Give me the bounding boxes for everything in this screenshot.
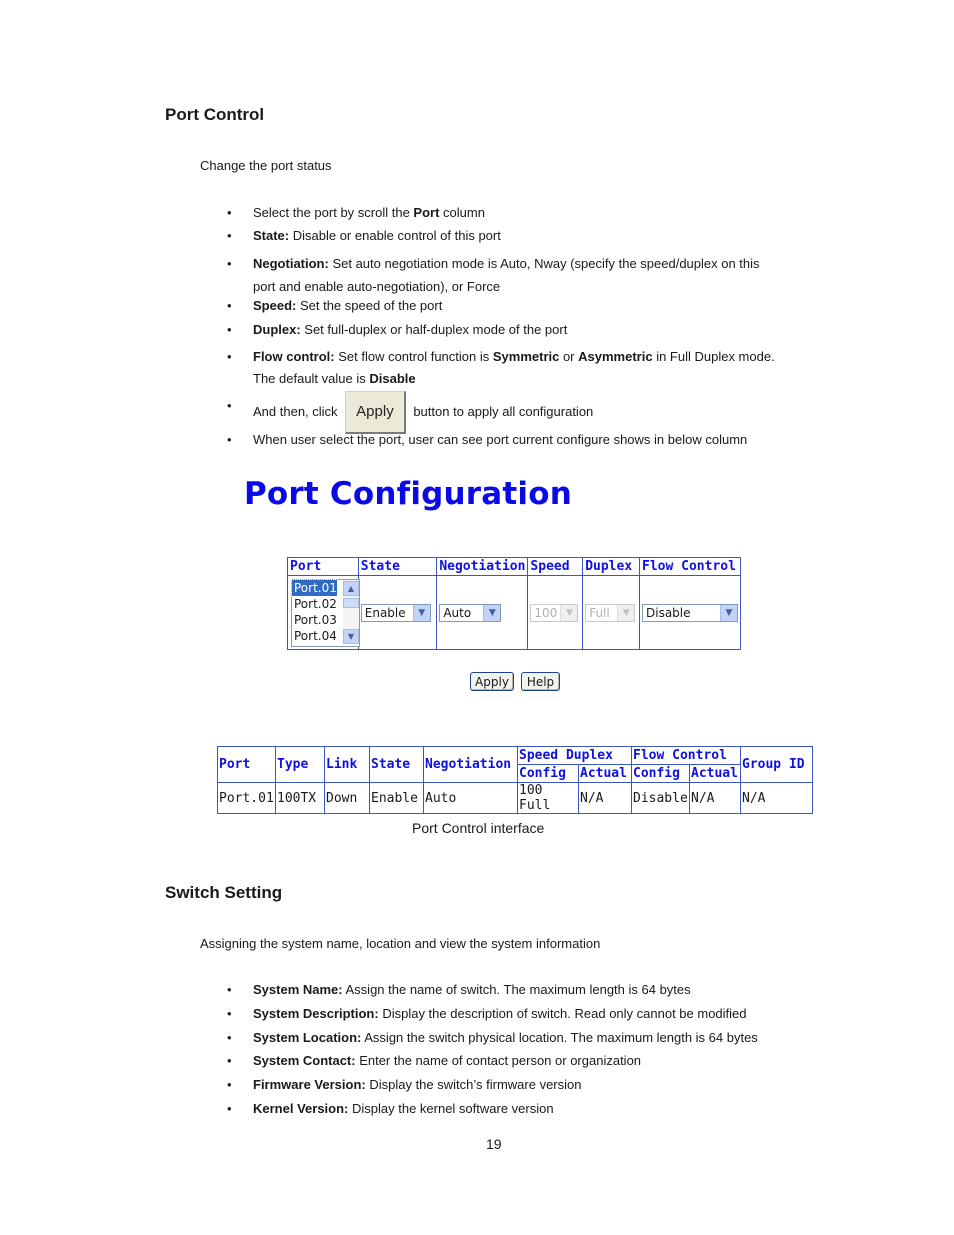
chevron-down-icon: ▼: [413, 605, 430, 621]
bullet-item: • Firmware Version: Display the switch’s firmware version: [227, 1077, 582, 1092]
header-flow-control: Flow Control: [632, 747, 741, 765]
list-item[interactable]: Port.02: [294, 597, 337, 611]
help-button[interactable]: Help: [521, 672, 560, 691]
chevron-down-icon: ▼: [483, 605, 500, 621]
scroll-thumb[interactable]: [343, 598, 359, 608]
header-port: Port: [218, 747, 276, 783]
chevron-down-icon: ▼: [617, 605, 634, 621]
state-cell: [358, 576, 437, 650]
scroll-up-icon[interactable]: ▲: [343, 581, 359, 596]
header-flow-config: Config: [632, 765, 690, 783]
header-type: Type: [276, 747, 325, 783]
list-item[interactable]: Port.03: [294, 613, 337, 627]
header-speed-duplex: Speed Duplex: [518, 747, 632, 765]
cell-type: 100TX: [276, 783, 325, 814]
chevron-down-icon: ▼: [560, 605, 577, 621]
section-intro: Change the port status: [200, 158, 332, 173]
port-status-table: [217, 746, 813, 814]
header-negotiation: Negotiation: [424, 747, 518, 783]
apply-button[interactable]: Apply: [470, 672, 514, 691]
state-select[interactable]: Enable ▼: [361, 604, 431, 622]
list-item[interactable]: Port.01: [294, 581, 337, 595]
negotiation-cell: [437, 576, 528, 650]
bullet-item: • Flow control: Set flow control function is Symmetric or Asymmetric in Full Duplex mode. The default value is Disable: [227, 349, 775, 386]
header-speed-actual: Actual: [579, 765, 632, 783]
cell-negotiation: Auto: [424, 783, 518, 814]
port-listbox[interactable]: [291, 579, 360, 647]
section-heading-switch-setting: Switch Setting: [165, 883, 283, 902]
negotiation-select[interactable]: Auto ▼: [439, 604, 501, 622]
header-negotiation: Negotiation: [437, 558, 528, 576]
section-intro: Assigning the system name, location and view the system information: [200, 936, 601, 951]
header-speed-config: Config: [518, 765, 579, 783]
table-row: [218, 783, 813, 814]
bullet-item: • System Name: Assign the name of switch. The maximum length is 64 bytes: [227, 982, 691, 997]
bullet-item: • System Description: Display the description of switch. Read only cannot be modified: [227, 1006, 747, 1021]
duplex-select[interactable]: Full ▼: [585, 604, 635, 622]
bullet-item: • Kernel Version: Display the kernel software version: [227, 1101, 554, 1116]
cell-port: Port.01: [218, 783, 276, 814]
section-heading-port-control: Port Control: [165, 105, 265, 124]
header-duplex: Duplex: [583, 558, 640, 576]
bullet-item: • Speed: Set the speed of the port: [227, 298, 443, 313]
list-item[interactable]: Port.04: [294, 629, 337, 643]
header-state: State: [358, 558, 437, 576]
bullet-item: • Select the port by scroll the Port column: [227, 205, 485, 220]
bullet-item: • System Location: Assign the switch physical location. The maximum length is 64 bytes: [227, 1030, 758, 1045]
bullet-item: • When user select the port, user can see port current configure shows in below column: [227, 432, 748, 447]
bullet-item: • State: Disable or enable control of this port: [227, 228, 501, 243]
bullet-item: • Negotiation: Set auto negotiation mode is Auto, Nway (specify the speed/duplex on this port and enable auto-negotiation), or Force: [227, 256, 760, 294]
bullet-item: • Duplex: Set full-duplex or half-duplex mode of the port: [227, 322, 568, 337]
figure-caption: Port Control interface: [412, 820, 545, 836]
page-number: 19: [486, 1136, 502, 1152]
duplex-cell: [583, 576, 640, 650]
header-link: Link: [325, 747, 370, 783]
chevron-down-icon: ▼: [720, 605, 737, 621]
cell-flow-actual: N/A: [690, 783, 741, 814]
port-configuration-title: Port Configuration: [244, 476, 573, 512]
header-port: Port: [288, 558, 359, 576]
scroll-down-icon[interactable]: ▼: [343, 629, 359, 644]
speed-cell: [528, 576, 583, 650]
cell-flow-config: Disable: [632, 783, 690, 814]
speed-select[interactable]: 100 ▼: [530, 604, 578, 622]
cell-speed-config: 100 Full: [518, 783, 579, 814]
listbox-scrollbar[interactable]: [343, 580, 359, 644]
header-flow-actual: Actual: [690, 765, 741, 783]
header-group-id: Group ID: [741, 747, 813, 783]
cell-link: Down: [325, 783, 370, 814]
cell-group-id: N/A: [741, 783, 813, 814]
apply-button-illustration: Apply: [345, 391, 406, 434]
header-flow-control: Flow Control: [640, 558, 741, 576]
cell-speed-actual: N/A: [579, 783, 632, 814]
header-state: State: [370, 747, 424, 783]
bullet-item: • And then, click Apply button to apply all configuration: [253, 391, 593, 434]
bullet-item: • System Contact: Enter the name of contact person or organization: [227, 1053, 642, 1068]
flow-control-cell: [640, 576, 741, 650]
flow-control-select[interactable]: Disable ▼: [642, 604, 738, 622]
cell-state: Enable: [370, 783, 424, 814]
header-speed: Speed: [528, 558, 583, 576]
